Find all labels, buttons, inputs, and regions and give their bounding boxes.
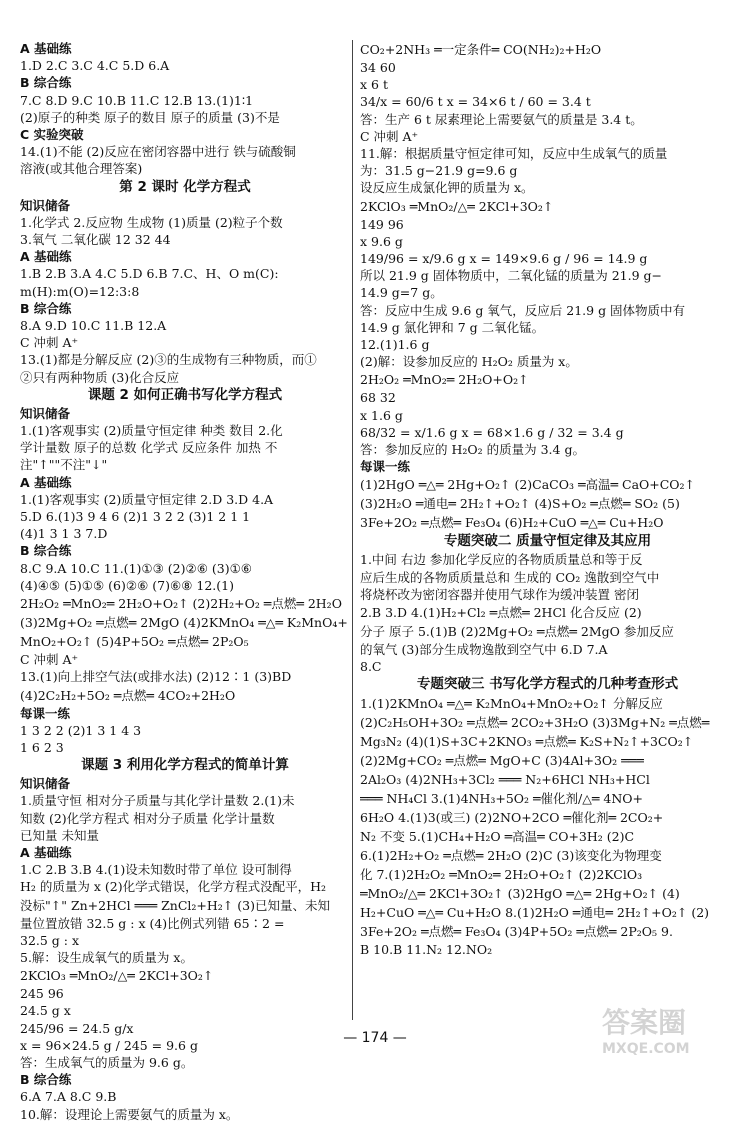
text-line: 8.C 9.A 10.C 11.(1)①③ (2)②⑥ (3)①⑥ bbox=[20, 560, 252, 576]
text-line: (4)1 3 1 3 7.D bbox=[20, 526, 108, 542]
equation-line: 1.(1)2KMnO₄ ═△═ K₂MnO₄+MnO₂+O₂↑ 分解反应 bbox=[360, 696, 663, 712]
text-line: ②只有两种物质 (3)化合反应 bbox=[20, 369, 180, 385]
watermark-line1: 答案圈 bbox=[602, 1006, 687, 1039]
text-line: 已知量 未知量 bbox=[20, 827, 99, 843]
text-line: 1.C 2.B 3.B 4.(1)设未知数时带了单位 设可制得 bbox=[20, 862, 292, 878]
equation-line: (4)2C₂H₂+5O₂ ═点燃═ 4CO₂+2H₂O bbox=[20, 687, 236, 703]
subsection-label: 知识储备 bbox=[20, 776, 71, 792]
text-line: 8.A 9.D 10.C 11.B 12.A bbox=[20, 318, 167, 334]
text-line: 应后生成的各物质质量总和 生成的 CO₂ 逸散到空气中 bbox=[360, 569, 660, 585]
subsection-label: 知识储备 bbox=[20, 197, 71, 213]
text-line: (2)解：设参加反应的 H₂O₂ 质量为 x。 bbox=[360, 354, 578, 370]
text-line: 1.(1)客观事实 (2)质量守恒定律 种类 数目 2.化 bbox=[20, 423, 283, 439]
page-number: — 174 — bbox=[343, 1030, 407, 1046]
section-heading: 课题 3 利用化学方程式的简单计算 bbox=[81, 757, 289, 774]
subsection-label: 每课一练 bbox=[20, 705, 71, 721]
equation-line: (3)2H₂O ═通电═ 2H₂↑+O₂↑ (4)S+O₂ ═点燃═ SO₂ (5) bbox=[360, 496, 680, 512]
text-line: x 9.6 g bbox=[360, 233, 403, 249]
text-line: 5.解：设生成氧气的质量为 x。 bbox=[20, 949, 193, 965]
equation-line: 2KClO₃ ═MnO₂/△═ 2KCl+3O₂↑ bbox=[20, 968, 214, 984]
section-heading: 课题 2 如何正确书写化学方程式 bbox=[87, 386, 283, 403]
equation-line: 2H₂O₂ ═MnO₂═ 2H₂O+O₂↑ (2)2H₂+O₂ ═点燃═ 2H₂O bbox=[20, 596, 342, 612]
equation-line: (2)2Mg+CO₂ ═点燃═ MgO+C (3)4Al+3O₂ ═══ bbox=[360, 753, 644, 769]
text-line: 1 3 2 2 (2)1 3 1 4 3 bbox=[20, 722, 142, 738]
equation-line: CO₂+2NH₃ ═一定条件═ CO(NH₂)₂+H₂O bbox=[360, 42, 602, 57]
text-line: 1.D 2.C 3.C 4.C 5.D 6.A bbox=[20, 58, 170, 74]
text-line: 1.(1)客观事实 (2)质量守恒定律 2.D 3.D 4.A bbox=[20, 491, 274, 507]
section-heading: 专题突破二 质量守恒定律及其应用 bbox=[443, 533, 652, 550]
text-line: 10.解：设理论上需要氨气的质量为 x。 bbox=[20, 1106, 239, 1122]
text-line: 5.D 6.(1)3 9 4 6 (2)1 3 2 2 (3)1 2 1 1 bbox=[20, 509, 251, 525]
text-line: 的氧气 (3)部分生成物逸散到空气中 6.D 7.A bbox=[360, 642, 608, 658]
text-line: 245 96 bbox=[20, 986, 64, 1002]
column-divider bbox=[352, 40, 353, 1020]
text-line: (4)④⑤ (5)①⑤ (6)②⑥ (7)⑥⑧ 12.(1) bbox=[20, 577, 234, 593]
text-line: 为：31.5 g−21.9 g=9.6 g bbox=[360, 163, 518, 179]
subsection-label: A 基础练 bbox=[20, 474, 72, 490]
text-line: 6.A 7.A 8.C 9.B bbox=[20, 1089, 117, 1105]
text-line: 14.9 g 氯化钾和 7 g 二氧化锰。 bbox=[360, 319, 545, 335]
section-heading: 专题突破三 书写化学方程式的几种考查形式 bbox=[416, 676, 679, 693]
equation-line: 6H₂O 4.(1)3(或三) (2)2NO+2CO ═催化剂═ 2CO₂+ bbox=[360, 810, 664, 826]
text-line: 14.(1)不能 (2)反应在密闭容器中进行 铁与硫酸铜 bbox=[20, 144, 296, 160]
subsection-label: C 实验突破 bbox=[20, 127, 84, 143]
subsection-label: B 综合练 bbox=[20, 300, 72, 316]
text-line: 学计量数 原子的总数 化学式 反应条件 加热 不 bbox=[20, 440, 278, 456]
equation-line: (1)2HgO ═△═ 2Hg+O₂↑ (2)CaCO₃ ═高温═ CaO+CO₂↑ bbox=[360, 477, 696, 493]
text-line: 68/32 = x/1.6 g x = 68×1.6 g / 32 = 3.4 g bbox=[360, 424, 624, 440]
text-line: 答：生产 6 t 尿素理论上需要氨气的质量是 3.4 t。 bbox=[360, 111, 643, 127]
equation-line: 2.B 3.D 4.(1)H₂+Cl₂ ═点燃═ 2HCl 化合反应 (2) bbox=[360, 605, 642, 621]
equation-line: Mg₃N₂ (4)(1)S+3C+2KNO₃ ═点燃═ K₂S+N₂↑+3CO₂↑ bbox=[360, 734, 694, 750]
text-line: 答：反应中生成 9.6 g 氧气，反应后 21.9 g 固体物质中有 bbox=[360, 302, 686, 318]
subsection-label: B 综合练 bbox=[20, 1072, 72, 1088]
text-line: 1 6 2 3 bbox=[20, 739, 64, 755]
text-line: H₂ 的质量为 x (2)化学式错误，化学方程式没配平，H₂ bbox=[20, 879, 327, 895]
equation-line: 3Fe+2O₂ ═点燃═ Fe₃O₄ (6)H₂+CuO ═△═ Cu+H₂O bbox=[360, 515, 664, 531]
text-line: 245/96 = 24.5 g/x bbox=[20, 1020, 134, 1036]
equation-line: 分子 原子 5.(1)B (2)2Mg+O₂ ═点燃═ 2MgO 参加反应 bbox=[360, 624, 674, 640]
text-line: 34/x = 60/6 t x = 34×6 t / 60 = 3.4 t bbox=[360, 94, 591, 110]
equation-line: 2KClO₃ ═MnO₂/△═ 2KCl+3O₂↑ bbox=[360, 198, 554, 214]
text-line: 1.中间 右边 参加化学反应的各物质质量总和等于反 bbox=[360, 552, 643, 568]
text-line: C 冲刺 A⁺ bbox=[20, 652, 79, 668]
text-line: m(H):m(O)=12:3:8 bbox=[20, 283, 140, 299]
subsection-label: A 基础练 bbox=[20, 249, 72, 265]
equation-line: 2H₂O₂ ═MnO₂═ 2H₂O+O₂↑ bbox=[360, 372, 529, 388]
equation-line: 没标"↑" Zn+2HCl ═══ ZnCl₂+H₂↑ (3)已知量、未知 bbox=[20, 897, 330, 913]
equation-line: ═MnO₂/△═ 2KCl+3O₂↑ (3)2HgO ═△═ 2Hg+O₂↑ (4) bbox=[360, 886, 680, 902]
text-line: 32.5 g : x bbox=[20, 932, 80, 948]
equation-line: ═══ NH₄Cl 3.(1)4NH₃+5O₂ ═催化剂/△═ 4NO+ bbox=[360, 791, 643, 807]
watermark-line2: MXQE.COM bbox=[602, 1041, 690, 1057]
text-line: 14.9 g=7 g。 bbox=[360, 285, 443, 301]
watermark-logo bbox=[602, 1001, 732, 1057]
text-line: 将烧杯改为密闭容器并使用气球作为缓冲装置 密闭 bbox=[360, 586, 639, 602]
text-line: 68 32 bbox=[360, 390, 396, 406]
text-line: 13.(1)向上排空气法(或排水法) (2)12∶1 (3)BD bbox=[20, 669, 292, 685]
text-line: 1.化学式 2.反应物 生成物 (1)质量 (2)粒子个数 bbox=[20, 214, 283, 230]
text-line: 所以 21.9 g 固体物质中，二氧化锰的质量为 21.9 g− bbox=[360, 268, 663, 284]
text-line: 3.氧气 二氧化碳 12 32 44 bbox=[20, 232, 171, 248]
text-line: 12.(1)1.6 g bbox=[360, 337, 430, 353]
equation-line: 6.(1)2H₂+O₂ ═点燃═ 2H₂O (2)C (3)该变化为物理变 bbox=[360, 848, 662, 864]
subsection-label: A 基础练 bbox=[20, 844, 72, 860]
left-column bbox=[20, 40, 350, 1123]
text-line: 149/96 = x/9.6 g x = 149×9.6 g / 96 = 14.9 g bbox=[360, 251, 648, 267]
equation-line: MnO₂+O₂↑ (5)4P+5O₂ ═点燃═ 2P₂O₅ bbox=[20, 634, 249, 650]
text-line: 149 96 bbox=[360, 216, 404, 232]
text-line: x 1.6 g bbox=[360, 407, 403, 423]
text-line: C 冲刺 A⁺ bbox=[20, 335, 79, 351]
text-line: 13.(1)都是分解反应 (2)③的生成物有三种物质，而① bbox=[20, 352, 317, 368]
text-line: 答：参加反应的 H₂O₂ 的质量为 3.4 g。 bbox=[360, 442, 585, 458]
text-line: 注"↑""不注"↓" bbox=[20, 457, 108, 473]
text-line: 7.C 8.D 9.C 10.B 11.C 12.B 13.(1)1∶1 bbox=[20, 92, 254, 108]
text-line: 知数 (2)化学方程式 相对分子质量 化学计量数 bbox=[20, 810, 275, 826]
text-line: 8.C bbox=[360, 659, 382, 675]
text-line: B 10.B 11.N₂ 12.NO₂ bbox=[360, 942, 493, 958]
equation-line: H₂+CuO ═△═ Cu+H₂O 8.(1)2H₂O ═通电═ 2H₂↑+O₂↑ (2) bbox=[360, 905, 710, 921]
equation-line: (2)C₂H₅OH+3O₂ ═点燃═ 2CO₂+3H₂O (3)3Mg+N₂ ═点燃═ bbox=[360, 715, 710, 731]
section-heading: 第 2 课时 化学方程式 bbox=[119, 178, 251, 195]
subsection-label: 每课一练 bbox=[360, 459, 411, 475]
equation-line: N₂ 不变 5.(1)CH₄+H₂O ═高温═ CO+3H₂ (2)C bbox=[360, 829, 635, 845]
text-line: 答：生成氧气的质量为 9.6 g。 bbox=[20, 1054, 194, 1070]
text-line: 34 60 bbox=[360, 60, 396, 75]
text-line: 24.5 g x bbox=[20, 1003, 71, 1019]
text-line: C 冲刺 A⁺ bbox=[360, 128, 419, 144]
text-line: 1.B 2.B 3.A 4.C 5.D 6.B 7.C、H、O m(C): bbox=[20, 266, 279, 282]
text-line: 溶液(或其他合理答案) bbox=[20, 161, 143, 177]
equation-line: 化 7.(1)2H₂O₂ ═MnO₂═ 2H₂O+O₂↑ (2)2KClO₃ bbox=[360, 867, 643, 883]
text-line: x = 96×24.5 g / 245 = 9.6 g bbox=[20, 1037, 198, 1053]
subsection-label: 知识储备 bbox=[20, 405, 71, 421]
equation-line: 3Fe+2O₂ ═点燃═ Fe₃O₄ (3)4P+5O₂ ═点燃═ 2P₂O₅ 9. bbox=[360, 924, 673, 940]
equation-line: (3)2Mg+O₂ ═点燃═ 2MgO (4)2KMnO₄ ═△═ K₂MnO₄+ bbox=[20, 615, 348, 631]
right-column bbox=[360, 40, 735, 959]
text-line: 11.解：根据质量守恒定律可知，反应中生成氧气的质量 bbox=[360, 146, 668, 162]
subsection-label: A 基础练 bbox=[20, 41, 72, 56]
text-line: x 6 t bbox=[360, 77, 388, 93]
text-line: 1.质量守恒 相对分子质量与其化学计量数 2.(1)未 bbox=[20, 793, 295, 809]
text-line: (2)原子的种类 原子的数目 原子的质量 (3)不是 bbox=[20, 109, 280, 125]
text-line: 设反应生成氯化钾的质量为 x。 bbox=[360, 180, 534, 196]
subsection-label: B 综合练 bbox=[20, 543, 72, 559]
equation-line: 2Al₂O₃ (4)2NH₃+3Cl₂ ═══ N₂+6HCl NH₃+HCl bbox=[360, 772, 650, 788]
text-line: 量位置放错 32.5 g : x (4)比例式列错 65∶2 = bbox=[20, 915, 285, 931]
subsection-label: B 综合练 bbox=[20, 75, 72, 91]
